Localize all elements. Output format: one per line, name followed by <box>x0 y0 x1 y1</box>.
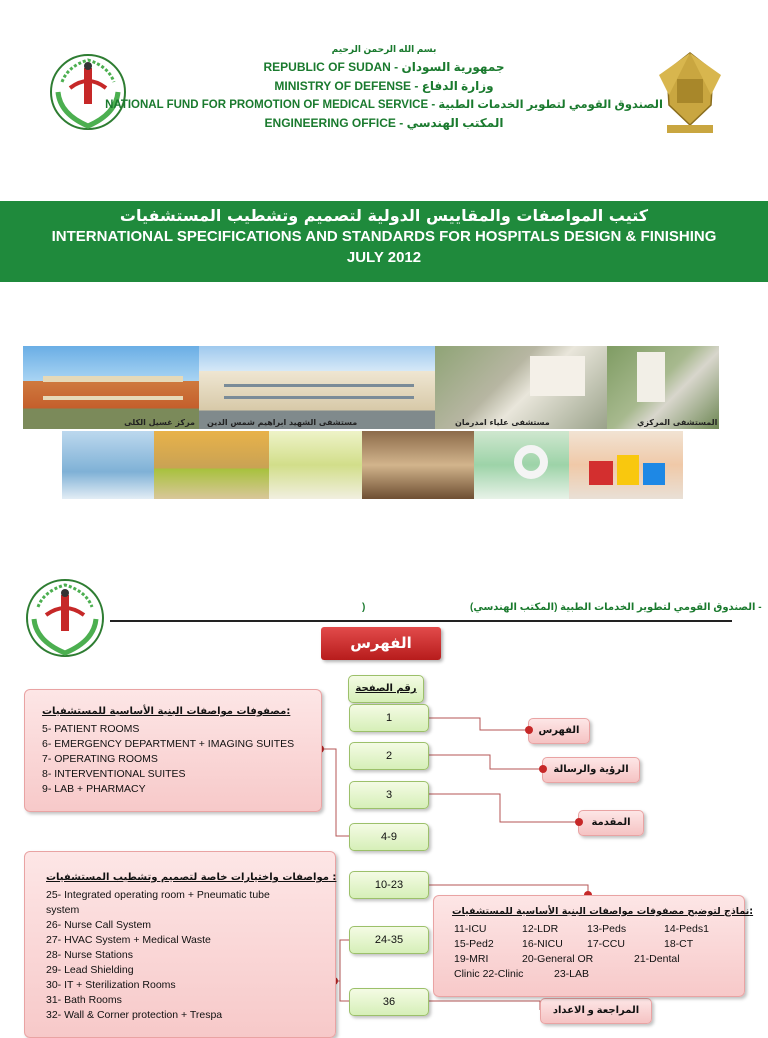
grid-item: 11-ICU <box>454 923 487 935</box>
page-number-header: رقم الصفحة <box>348 675 424 703</box>
list-item: 5- PATIENT ROOMS <box>42 723 140 735</box>
infrastructure-matrix-title: مصفوفات مواصفات البنية الأساسية للمستشفيات: <box>42 706 291 717</box>
header-republic: REPUBLIC OF SUDAN - جمهورية السودان <box>263 60 505 74</box>
list-item: 9- LAB + PHARMACY <box>42 783 146 795</box>
connector-dot <box>539 765 547 773</box>
caption-alia-hospital: مستشفى علياء امدرمان <box>455 418 550 427</box>
grid-item: 17-CCU <box>587 938 625 950</box>
tag-review-preparation[interactable]: المراجعة و الاعداد <box>540 998 652 1024</box>
page-number-box[interactable]: 1 <box>349 704 429 732</box>
list-item: 7- OPERATING ROOMS <box>42 753 158 765</box>
list-item: 26- Nurse Call System <box>46 919 152 931</box>
list-item: 29- Lead Shielding <box>46 964 134 976</box>
model-samples-title: نماذج لتوضيح مصفوفات مواصفات البنية الأساسية للمستشفيات: <box>452 906 754 917</box>
grid-item: 15-Ped2 <box>454 938 494 950</box>
page-number-box[interactable]: 4-9 <box>349 823 429 851</box>
model-samples-box[interactable] <box>433 895 754 997</box>
special-specifications-box[interactable] <box>24 851 336 1038</box>
list-item: system <box>46 904 80 916</box>
basmala: بسم الله الرحمن الرحيم <box>331 44 437 54</box>
index-org-label: الصندوق القومي لتطوير الخدمات الطبية (المكتب الهندسي) - <box>470 602 762 613</box>
title-date: JULY 2012 <box>346 249 422 266</box>
list-item: 32- Wall & Corner protection + Trespa <box>46 1009 223 1021</box>
list-item: 28- Nurse Stations <box>46 949 133 961</box>
page-number-box[interactable]: 10-23 <box>349 871 429 899</box>
list-item: 6- EMERGENCY DEPARTMENT + IMAGING SUITES <box>42 738 295 750</box>
index-title: الفهرس <box>321 627 441 660</box>
infrastructure-matrix-box[interactable] <box>24 689 322 812</box>
connector-dot <box>525 726 533 734</box>
caption-central-hospital: المستشفى المركزي <box>637 418 718 427</box>
list-item: 30- IT + Sterilization Rooms <box>46 979 176 991</box>
grid-item: 14-Peds1 <box>664 923 709 935</box>
title-arabic: كتيب المواصفات والمقاييس الدولية لتصميم وتشطيب المستشفيات <box>119 206 649 225</box>
tag-introduction[interactable]: المقدمة <box>578 810 644 836</box>
grid-item: 19-MRI <box>454 953 489 965</box>
list-item: 25- Integrated operating room + Pneumatic tube <box>46 889 270 901</box>
list-item: 27- HVAC System + Medical Waste <box>46 934 211 946</box>
connector-dot <box>575 818 583 826</box>
title-english: INTERNATIONAL SPECIFICATIONS AND STANDARDS FOR HOSPITALS DESIGN & FINISHING <box>51 228 717 245</box>
grid-item: 12-LDR <box>522 923 559 935</box>
header-engineering-office: ENGINEERING OFFICE - المكتب الهندسي <box>264 116 504 130</box>
caption-dialysis-center: مركز غسيل الكلى <box>124 418 195 427</box>
tag-vision-mission[interactable]: الرؤية والرسالة <box>542 757 640 783</box>
list-item: 31- Bath Rooms <box>46 994 122 1006</box>
grid-item: 20-General OR <box>522 953 594 965</box>
caption-shams-hospital: مستشفى الشهيد ابراهيم شمس الدين <box>207 418 358 427</box>
tag-index[interactable]: الفهرس <box>528 718 590 744</box>
grid-item: 13-Peds <box>587 923 627 935</box>
index-paren: ) <box>362 602 366 613</box>
page-number-box[interactable]: 2 <box>349 742 429 770</box>
list-item: 8- INTERVENTIONAL SUITES <box>42 768 186 780</box>
header-fund: NATIONAL FUND FOR PROMOTION OF MEDICAL SERVICE - الصندوق القومي لتطوير الخدمات الطبية <box>105 99 663 111</box>
grid-item: 21-Dental <box>634 953 680 965</box>
grid-item: 18-CT <box>664 938 694 950</box>
grid-item: Clinic 22-Clinic <box>454 968 524 980</box>
page-number-box[interactable]: 3 <box>349 781 429 809</box>
page-number-box[interactable]: 24-35 <box>349 926 429 954</box>
grid-item: 23-LAB <box>554 968 590 980</box>
grid-item: 16-NICU <box>522 938 563 950</box>
special-specifications-title: مواصفات واختيارات خاصة لتصميم وتشطيب المستشفيات : <box>46 872 337 883</box>
page-number-box[interactable]: 36 <box>349 988 429 1016</box>
header-ministry: MINISTRY OF DEFENSE - وزارة الدفاع <box>274 79 494 93</box>
